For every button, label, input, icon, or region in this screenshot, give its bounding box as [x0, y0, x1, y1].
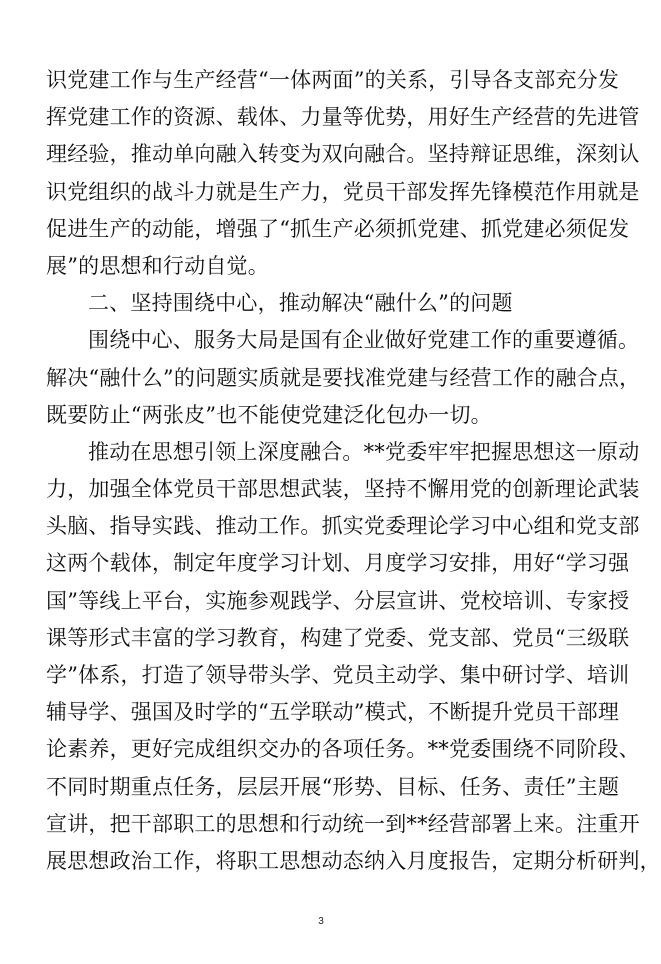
text-line: 促进生产的动能，增强了“抓生产必须抓党建、抓党建必须促发	[46, 216, 630, 241]
text-line: 展思想政治工作，将职工思想动态纳入月度报告，定期分析研判，	[46, 848, 661, 873]
text-line: 力，加强全体党员干部思想武装，坚持不懈用党的创新理论武装	[46, 477, 640, 502]
text-line: 围绕中心、服务大局是国有企业做好党建工作的重要遵循。	[88, 328, 640, 353]
text-line: 既要防止“两张皮”也不能使党建泛化包办一切。	[46, 402, 492, 427]
text-line: 学”体系，打造了领导带头学、党员主动学、集中研讨学、培训	[46, 663, 630, 687]
text-line: 展”的思想和行动自觉。	[46, 253, 269, 278]
section-heading: 二、坚持围绕中心，推动解决“融什么”的问题	[88, 291, 513, 316]
text-line: 挥党建工作的资源、载体、力量等优势，用好生产经营的先进管	[46, 105, 640, 130]
text-line: 这两个载体，制定年度学习计划、月度学习安排，用好“学习强	[46, 551, 630, 576]
text-line: 识党建工作与生产经营“一体两面”的关系，引导各支部充分发	[46, 68, 620, 92]
text-line: 宣讲，把干部职工的思想和行动统一到**经营部署上来。注重开	[46, 811, 640, 836]
text-line: 识党组织的战斗力就是生产力，党员干部发挥先锋模范作用就是	[46, 179, 640, 204]
text-line: 课等形式丰富的学习教育，构建了党委、党支部、党员“三级联	[46, 625, 630, 650]
text-line: 论素养，更好完成组织交办的各项任务。**党委围绕不同阶段、	[46, 737, 640, 762]
text-line: 理经验，推动单向融入转变为双向融合。坚持辩证思维，深刻认	[46, 142, 640, 167]
text-line: 辅导学、强国及时学的“五学联动”模式，不断提升党员干部理	[46, 700, 620, 725]
text-line: 不同时期重点任务，层层开展“形势、目标、任务、责任”主题	[46, 774, 620, 799]
text-line: 头脑、指导实践、推动工作。抓实党委理论学习中心组和党支部	[46, 514, 640, 539]
body-text	[46, 62, 661, 880]
text-line: 推动在思想引领上深度融合。**党委牢牢把握思想这一原动	[88, 439, 640, 464]
page-number: 3	[318, 916, 324, 927]
text-line: 国”等线上平台，实施参观践学、分层宣讲、党校培训、专家授	[46, 588, 630, 613]
text-line: 解决“融什么”的问题实质就是要找准党建与经营工作的融合点，	[46, 365, 641, 390]
